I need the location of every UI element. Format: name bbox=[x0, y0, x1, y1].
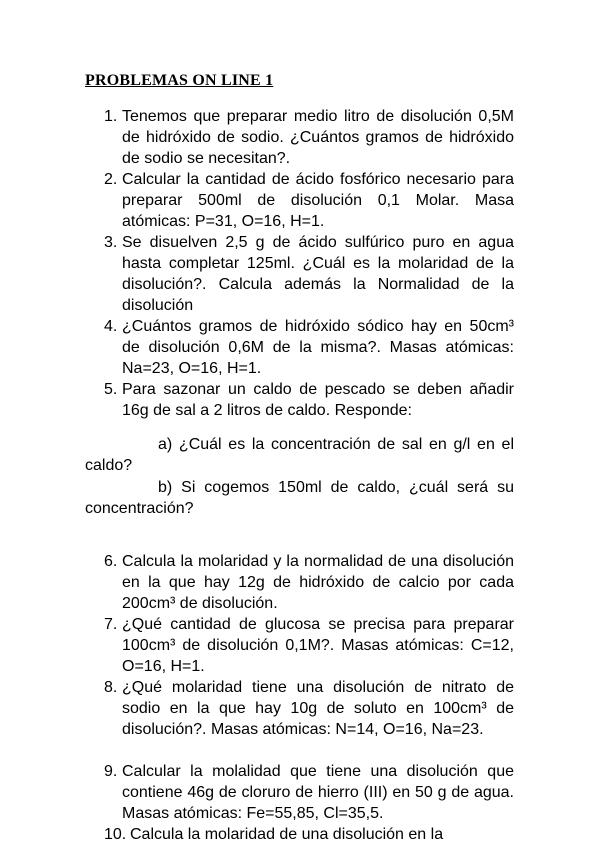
page-title: PROBLEMAS ON LINE 1 bbox=[85, 72, 274, 89]
problem-text: Calcula la molaridad de una disolución en la bbox=[130, 826, 444, 843]
problem-number: 4. bbox=[104, 318, 118, 335]
problem-number: 10. bbox=[104, 826, 127, 843]
subquestion-a: a) ¿Cuál es la concentración de sal en g/l en el caldo? bbox=[85, 436, 514, 474]
problem-number: 2. bbox=[104, 171, 118, 188]
problem-number: 9. bbox=[104, 763, 118, 780]
problem-number: 3. bbox=[104, 234, 118, 251]
problem-text: ¿Qué cantidad de glucosa se precisa para preparar 100cm³ de disolución 0,1M?. Masas atómicas: C=12, O=16, H=1. bbox=[122, 616, 514, 675]
problem-text: Calcular la cantidad de ácido fosfórico necesario para preparar 500ml de disolución 0,1 Molar. Masa atómicas: P=31, O=16, H=1. bbox=[122, 171, 514, 230]
problem-text: Calcular la molalidad que tiene una disolución que contiene 46g de cloruro de hierro (III) en 50 g de agua. Masas atómicas: Fe=55,85, Cl=35,5. bbox=[122, 763, 514, 822]
problem-text: Calcula la molaridad y la normalidad de una disolución en la que hay 12g de hidróxido de calcio por cada 200cm³ de disolución. bbox=[122, 553, 514, 612]
problem-text: ¿Cuántos gramos de hidróxido sódico hay en 50cm³ de disolución 0,6M de la misma?. Masas atómicas: Na=23, O=16, H=1. bbox=[122, 318, 514, 377]
problem-text: Se disuelven 2,5 g de ácido sulfúrico puro en agua hasta completar 125ml. ¿Cuál es la molaridad de la disolución?. Calcula además la Normalidad de la disolución bbox=[122, 234, 514, 314]
problem-number: 1. bbox=[104, 108, 118, 125]
problem-text: ¿Qué molaridad tiene una disolución de nitrato de sodio en la que hay 10g de soluto en 100cm³ de disolución?. Masas atómicas: N=14, O=16, Na=23. bbox=[122, 679, 514, 738]
problem-number: 7. bbox=[104, 616, 118, 633]
problem-number: 8. bbox=[104, 679, 118, 696]
problem-text: Tenemos que preparar medio litro de disolución 0,5M de hidróxido de sodio. ¿Cuántos gramos de hidróxido de sodio se necesitan?. bbox=[122, 108, 514, 167]
problem-number: 5. bbox=[104, 381, 118, 398]
problem-text: Para sazonar un caldo de pescado se deben añadir 16g de sal a 2 litros de caldo. Responde: bbox=[122, 381, 514, 419]
problem-number: 6. bbox=[104, 553, 118, 570]
subquestion-b: b) Si cogemos 150ml de caldo, ¿cuál será su concentración? bbox=[85, 479, 514, 517]
